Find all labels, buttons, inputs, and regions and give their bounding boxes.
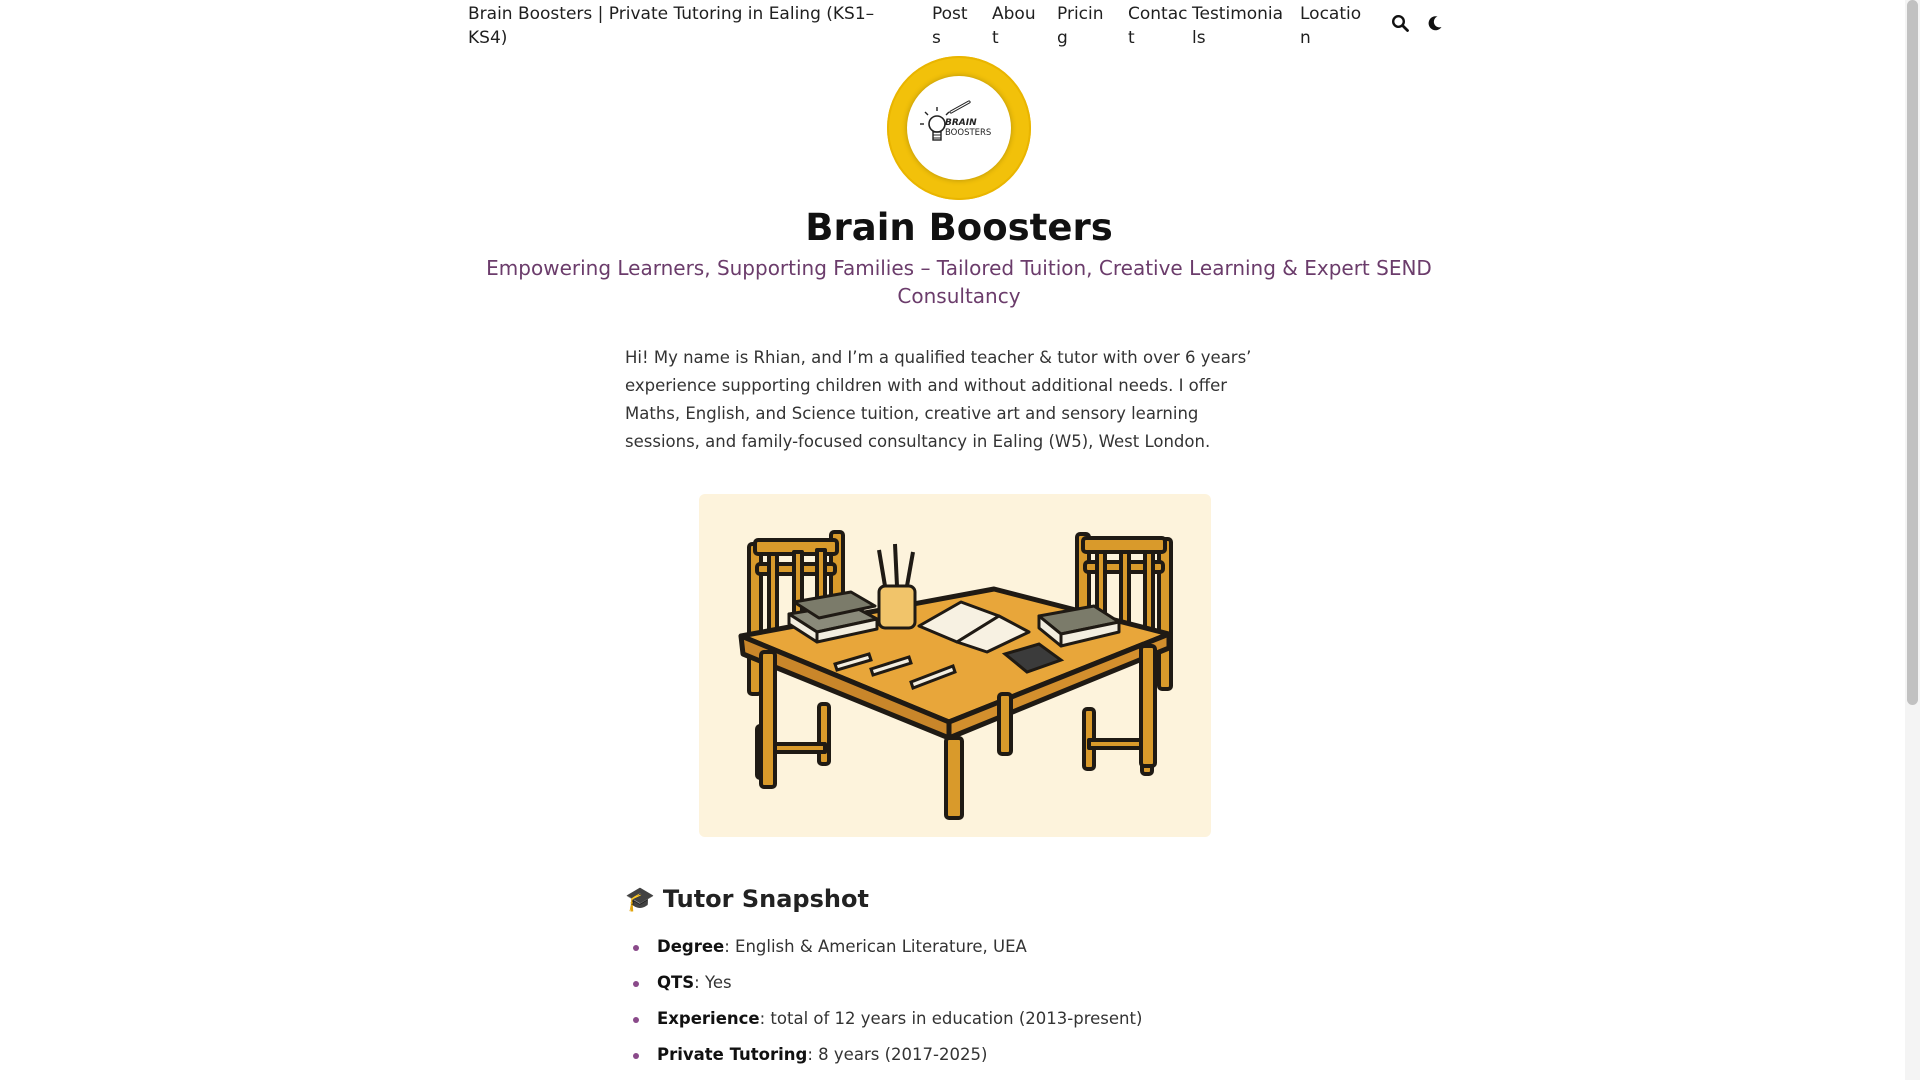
- list-item: [625, 935, 1275, 959]
- search-icon[interactable]: [1387, 10, 1413, 36]
- nav-pricing[interactable]: Pricing: [1057, 4, 1104, 48]
- intro-paragraph: Hi! My name is Rhian, and I’m a qualified teacher & tutor with over 6 years’ experience supporting children with and without additional needs. I offer Maths, English, and Science tuition, creative art and sensory learning sessions, and family-focused consultancy in Ealing (W5), West London.: [625, 348, 1252, 451]
- main-content: [625, 344, 1275, 1079]
- nav-testimonials[interactable]: Testimonials: [1192, 4, 1284, 48]
- item-label: Experience: [657, 1009, 760, 1028]
- logo-text-line2: BOOSTERS: [945, 128, 992, 138]
- graduation-cap-icon: 🎓: [625, 885, 655, 913]
- item-label: Private Tutoring: [657, 1045, 808, 1064]
- list-item: [625, 1043, 1275, 1067]
- site-title-link[interactable]: Brain Boosters | Private Tutoring in Ealing (KS1–KS4): [468, 4, 875, 48]
- bullet-icon: [633, 1053, 639, 1059]
- list-item: [625, 971, 1275, 995]
- tagline: Empowering Learners, Supporting Families – Tailored Tuition, Creative Learning & Expert SEND Consultancy: [486, 256, 1432, 308]
- nav-contact[interactable]: Contact: [1128, 4, 1188, 48]
- moon-icon[interactable]: [1422, 10, 1448, 36]
- item-value: : total of 12 years in education (2013-present): [759, 1009, 1143, 1028]
- item-label: Degree: [657, 937, 725, 956]
- bullet-icon: [633, 981, 639, 987]
- list-item: [625, 1007, 1275, 1031]
- bullet-icon: [633, 1017, 639, 1023]
- item-value: : English & American Literature, UEA: [724, 937, 1027, 956]
- study-table-illustration: [699, 494, 1211, 837]
- section-title: Tutor Snapshot: [662, 885, 869, 913]
- site-header: [468, 0, 1450, 54]
- item-label: QTS: [657, 973, 695, 992]
- tutor-snapshot-list: [625, 935, 1275, 1067]
- scrollbar-thumb[interactable]: [1907, 0, 1918, 705]
- logo-text: [945, 118, 991, 138]
- nav-about[interactable]: About: [992, 4, 1036, 48]
- brand-logo: [887, 56, 1031, 200]
- scrollbar[interactable]: [1905, 0, 1920, 1080]
- logo-badge: [907, 76, 1011, 180]
- tutor-snapshot-heading: [625, 883, 1275, 915]
- logo-text-line1: BRAIN: [945, 118, 977, 128]
- nav-posts[interactable]: Posts: [932, 4, 968, 48]
- nav-location[interactable]: Location: [1300, 4, 1362, 48]
- bullet-icon: [633, 945, 639, 951]
- page-title: Brain Boosters: [805, 206, 1113, 249]
- hero: [468, 56, 1450, 310]
- item-value: : Yes: [694, 973, 732, 992]
- item-value: : 8 years (2017-2025): [807, 1045, 988, 1064]
